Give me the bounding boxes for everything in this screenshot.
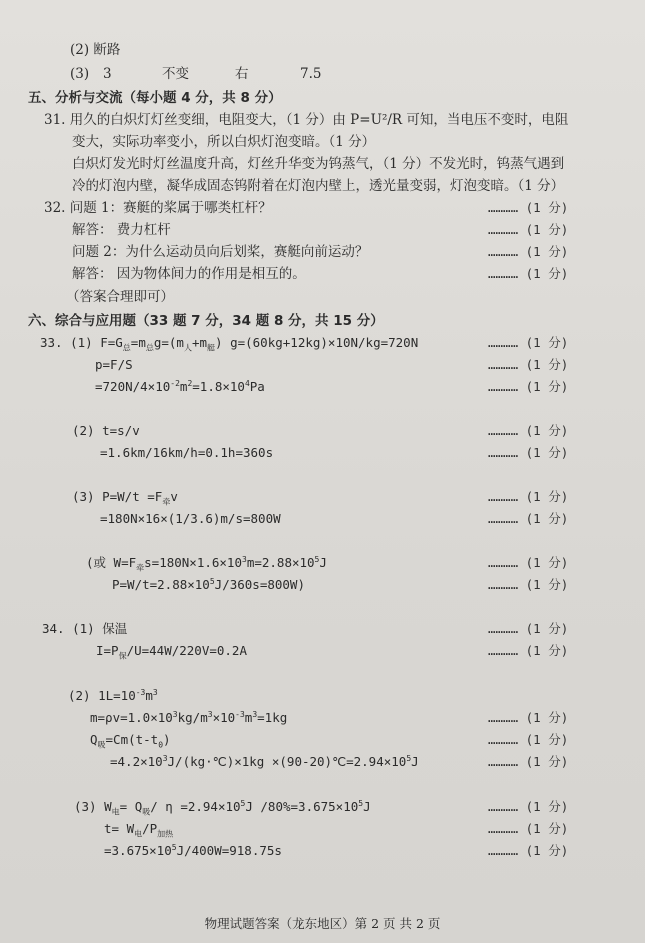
score-mark: ………… (1 分) — [488, 621, 569, 636]
q33-3-line-2: =180N×16×(1/3.6)m/s=800W — [100, 511, 281, 526]
q34-2-line-1: (2) $1L=10^{-3}m^3$ — [68, 687, 158, 703]
q34-1-line-2: $I=P_保/U=44W/220V=0.2A$ — [96, 643, 247, 661]
page-footer: 物理试题答案（龙东地区）第 2 页 共 2 页 — [204, 916, 441, 931]
q32-line-3: 问题 2：为什么运动员向后划桨，赛艇向前运动？ — [72, 244, 369, 260]
q34-2-line-4: $=4.2\times 10^3J/(kg\cdot℃)\times 1kg$ $\times(90-20)℃=2.94\times 10^5J$ — [110, 753, 419, 769]
score-mark: ………… (1 分) — [488, 244, 569, 259]
q33-1-line-3: $=720N/4\times 10^{-2}m^2=1.8\times 10^4Pa$ — [95, 378, 265, 394]
score-mark: ………… (1 分) — [488, 821, 569, 836]
q31-line-1: 31. 用久的白炽灯灯丝变细，电阻变大，（1 分）由 P=U²/R 可知，当电压不变时，电阻 — [44, 112, 569, 128]
q33-3-line-1: (3) $P=W/t =F_牵v$ — [72, 489, 178, 507]
score-mark: ………… (1 分) — [488, 643, 569, 658]
q33-1-line-2: p=F/S — [95, 357, 133, 372]
section-5-heading: 五、分析与交流（每小题 4 分，共 8 分） — [28, 90, 282, 106]
item-4-3-answer-b: 不变 — [162, 66, 189, 82]
score-mark: ………… (1 分) — [488, 200, 569, 215]
score-mark: ………… (1 分) — [488, 489, 569, 504]
score-mark: ………… (1 分) — [488, 266, 569, 281]
item-4-3-answer-c: 右 — [235, 66, 249, 82]
score-mark: ………… (1 分) — [488, 445, 569, 460]
score-mark: ………… (1 分) — [488, 357, 569, 372]
item-4-2: (2) 断路 — [70, 42, 121, 58]
score-mark: ………… (1 分) — [488, 555, 569, 570]
q33-2-line-2: =1.6km/16km/h=0.1h=360s — [100, 445, 274, 460]
section-6-heading: 六、综合与应用题（33 题 7 分，34 题 8 分，共 15 分） — [28, 313, 384, 329]
q31-line-3: 白炽灯发光时灯丝温度升高，灯丝升华变为钨蒸气，（1 分）不发光时，钨蒸气遇到 — [72, 156, 565, 172]
q32-line-4: 解答： 因为物体间力的作用是相互的。 — [72, 266, 306, 282]
score-mark: ………… (1 分) — [488, 335, 569, 350]
answer-note: （答案合理即可） — [66, 289, 174, 305]
item-4-3-answer-a: 3 — [103, 66, 112, 82]
q32-line-1: 32. 问题 1：赛艇的桨属于哪类杠杆？ — [44, 200, 272, 216]
q31-line-4: 冷的灯泡内壁，凝华成固态钨附着在灯泡内壁上，透光量变弱，灯泡变暗。（1 分） — [72, 178, 565, 194]
item-4-3-answer-d: 7.5 — [300, 66, 322, 82]
score-mark: ………… (1 分) — [488, 799, 569, 814]
q32-line-2: 解答： 费力杠杆 — [72, 222, 171, 238]
score-mark: ………… (1 分) — [488, 732, 569, 747]
score-mark: ………… (1 分) — [488, 577, 569, 592]
score-mark: ………… (1 分) — [488, 379, 569, 394]
q34-3-line-1: (3) $W_电= Q_吸/$ $\eta =2.94\times 10^5J$ $/80\%=3.675\times 10^5J$ — [74, 798, 371, 817]
score-mark: ………… (1 分) — [488, 222, 569, 237]
q34-3-line-2: $t= W_电/P_{加热}$ — [104, 821, 174, 839]
score-mark: ………… (1 分) — [488, 710, 569, 725]
q34-1-line-1: 34. (1) 保温 — [42, 621, 128, 636]
score-mark: ………… (1 分) — [488, 843, 569, 858]
item-4-3-number: (3) — [70, 66, 90, 82]
q33-1-line-1: 33. (1) $F=G_总=m_总g=(m_人+m_艇)$ g=(60kg+12kg)×10N/kg=720N — [40, 335, 419, 353]
q33-alt-line-2: $P=W/t=2.88\times 10^5J/360s=800W$) — [112, 576, 305, 592]
q34-3-line-3: $=3.675\times 10^5J/400W=918.75s$ — [104, 842, 282, 858]
q34-2-line-2: $m=\rho v=1.0\times 10^3kg/m^3\times 10^{-3}m^3=1kg$ — [90, 709, 288, 725]
score-mark: ………… (1 分) — [488, 423, 569, 438]
q33-2-line-1: (2) t=s/v — [72, 423, 140, 438]
score-mark: ………… (1 分) — [488, 511, 569, 526]
q33-alt-line-1: (或 $W=F_牵s=180N\times 1.6\times 10^3m=2.88\times 10^5J$ — [86, 554, 327, 573]
score-mark: ………… (1 分) — [488, 754, 569, 769]
q34-2-line-3: $Q_吸=Cm(t-t_0)$ — [90, 732, 171, 750]
q31-line-2: 变大，实际功率变小，所以白炽灯泡变暗。（1 分） — [72, 134, 376, 150]
